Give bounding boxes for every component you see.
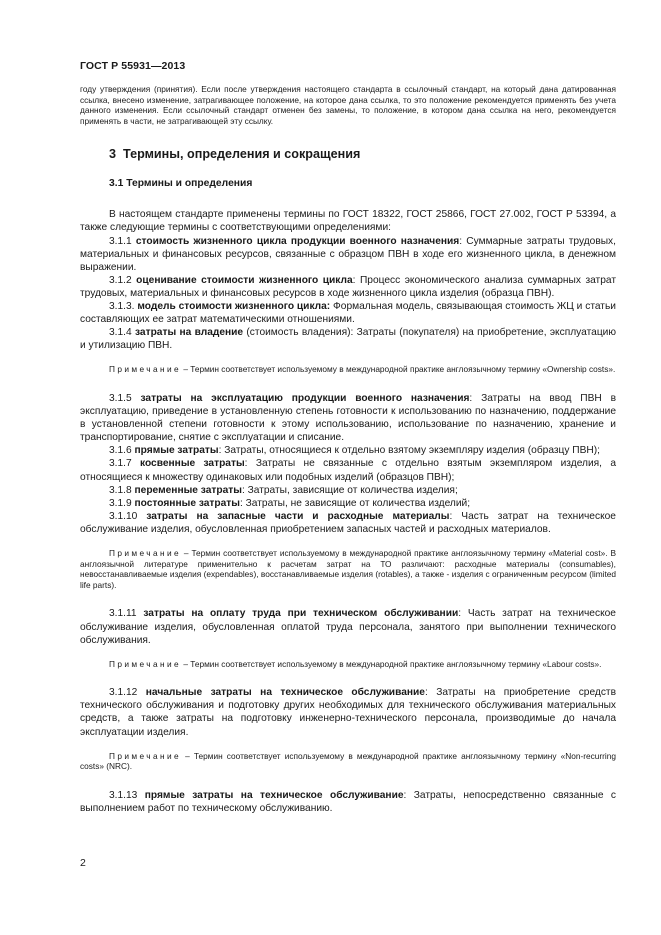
term-3-1-8 [80,484,616,497]
term-name: косвенные затраты [140,458,245,470]
term-number: 3.1.8 [109,484,132,496]
term-definition: Формальная модель, связывающая стоимость ЖЦ и статьи составляющих ее затрат математическими отношениями. [80,301,616,326]
term-name: затраты на эксплуатацию продукции военного назначения [140,393,470,404]
term-name: стоимость жизненного цикла продукции военного назначения [135,235,460,247]
subsection-heading [109,178,616,189]
note-label: Примечание [109,548,182,559]
term-number: 3.1.9 [109,497,132,509]
note-text: – Термин соответствует используемому в международной практике англоязычному термину «Material cost». В англоязычной литературе применительно к расчетам затрат на ТО различают: расходные материалы (consumables), невосстанавливаемые изделия (expendables), восстанавливаемые изделия (rotables), а также - изделия с ограниченным ресурсом (limited life parts). [80,548,616,590]
term-number: 3.1.13 [109,789,138,801]
term-definition: : Часть затрат на техническое обслуживание изделия, обусловленная приобретением запасных частей и расходных материалов. [80,510,616,535]
term-3-1-12 [80,686,616,738]
subsection-title: Термины и определения [126,178,253,190]
term-definition: (стоимость владения): Затраты (покупателя) на приобретение, эксплуатацию и утилизацию ПВН. [80,327,616,352]
term-name: постоянные затраты [134,497,240,509]
note-label: Примечание [109,364,182,375]
term-3-1-5 [80,392,616,444]
term-number: 3.1.12 [109,687,138,699]
term-definition: : Затраты, зависящие от количества изделия; [241,484,458,496]
term-3-1-10 [80,510,616,536]
term-definition: : Суммарные затраты трудовых, материальных и финансовых ресурсов, связанные с образцом ПВН в ходе его жизненного цикла, в денежном выражении. [80,235,616,273]
term-name: затраты на запасные части и расходные материалы [146,510,450,522]
note-label: Примечание [109,750,182,761]
note-text: – Термин соответствует используемому в международной практике англоязычному термину «Labour costs». [181,658,602,669]
page-number: 2 [80,857,86,869]
term-3-1-6 [80,444,616,457]
term-definition: : Затраты на ввод ПВН в эксплуатацию, приведение в установленную степень готовности к использованию по назначению, поддержание в установленной степени готовности к этому использованию, использование по назначению, хранение и транспортирование, снятие с эксплуатации и списание. [80,393,616,444]
term-number: 3.1.1 [109,235,132,247]
term-3-1-1 [80,235,616,274]
term-name: затраты на оплату труда при техническом обслуживании [143,608,459,620]
term-number: 3.1.3. [109,301,135,313]
term-number: 3.1.4 [109,327,132,339]
term-number: 3.1.11 [109,608,137,620]
term-3-1-9 [80,497,616,510]
term-3-1-13 [80,789,616,815]
note-text: – Термин соответствует используемому в международной практике англоязычному термину «Ownership costs». [181,364,616,375]
term-name: модель стоимости жизненного цикла: [137,301,331,313]
term-name: прямые затраты на техническое обслуживание [144,789,404,801]
term-definition: : Затраты не связанные с отдельно взятым экземпляром изделия, а относящиеся к множеству одинаковых или подобных изделий (образцов ПВН); [80,458,616,483]
term-definition: : Часть затрат на техническое обслуживание изделия, обусловленная оплатой труда персонала, занятого при выполнении технического обслуживания. [80,608,616,646]
note-1 [80,364,616,375]
term-3-1-4 [80,326,616,352]
term-3-1-11 [80,607,616,646]
term-3-1-7 [80,457,616,483]
term-number: 3.1.7 [109,458,132,470]
section-title: Термины, определения и сокращения [123,147,361,162]
note-label: Примечание [109,658,182,669]
lead-paragraph: В настоящем стандарте применены термины по ГОСТ 18322, ГОСТ 25866, ГОСТ 27.002, ГОСТ Р 53394, а также следующие термины с соответствующими определениями: [80,209,616,234]
term-name: оценивание стоимости жизненного цикла [136,274,353,286]
term-name: затраты на владение [135,327,244,339]
term-number: 3.1.10 [109,510,138,522]
note-text: – Термин соответствует используемому в международной практике англоязычному термину «Non-recurring costs» (NRC). [80,750,616,772]
term-name: переменные затраты [134,484,242,496]
note-3 [80,659,616,670]
term-name: прямые затраты [134,445,219,457]
note-2 [80,548,616,590]
term-definition: : Затраты на приобретение средств технического обслуживания и подготовку других необходимых для технического обслуживания материальных средств, а также затраты на подготовку инженерно-технического персонала, производимые до начала эксплуатации изделия. [80,687,617,738]
term-3-1-3 [80,300,616,326]
term-number: 3.1.5 [109,393,132,404]
intro-paragraph: году утверждения (принятия). Если после утверждения настоящего стандарта в ссылочный стандарт, на который дана датированная ссылка, внесено изменение, затрагивающее положение, на которое дана ссылка, то это положение рекомендуется применять без учета данного изменения. Если ссылочный стандарт отменен без замены, то положение, в котором дана ссылка на него, рекомендуется применять в части, не затрагивающей эту ссылку. [80,84,616,126]
term-definition: : Затраты, непосредственно связанные с выполнением работ по техническому обслуживанию. [80,789,616,814]
standard-header: ГОСТ Р 55931—2013 [80,60,186,72]
note-4 [80,751,616,772]
term-definition: : Затраты, не зависящие от количества изделий; [239,497,471,509]
section-heading [109,147,616,161]
term-number: 3.1.6 [109,445,132,457]
term-number: 3.1.2 [109,274,132,286]
term-name: начальные затраты на техническое обслуживание [145,687,425,699]
term-3-1-2 [80,274,616,300]
term-definition: : Затраты, относящиеся к отдельно взятому экземпляру изделия (образцу ПВН); [218,445,601,457]
subsection-number: 3.1 [109,178,124,190]
section-number: 3 [109,147,117,162]
term-definition: : Процесс экономического анализа суммарных затрат трудовых, материальных и финансовых ресурсов в ходе жизненного цикла изделия (образца ПВН). [80,274,616,299]
page-content [80,84,616,815]
